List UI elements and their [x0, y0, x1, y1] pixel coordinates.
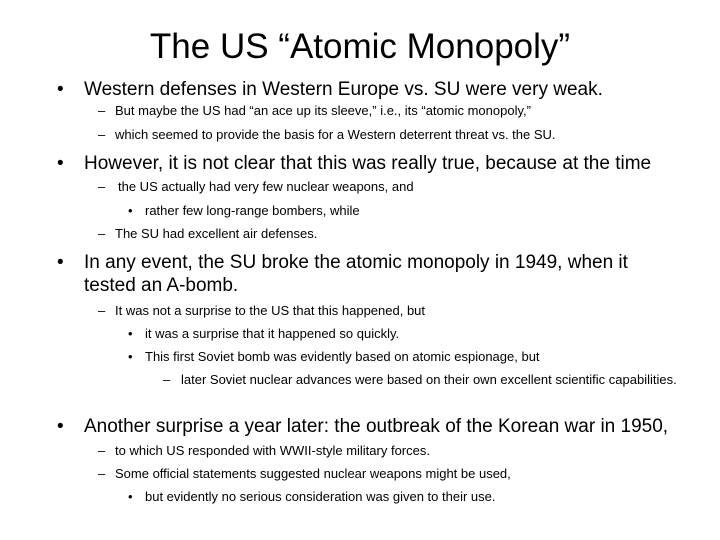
bullet-marker: • [57, 252, 64, 273]
bullet-2-sub-2: The SU had excellent air defenses. [115, 226, 318, 241]
bullet-marker: • [128, 489, 133, 504]
bullet-marker: • [57, 153, 64, 174]
dash-marker: – [163, 372, 171, 387]
bullet-2-text: However, it is not clear that this was really true, because at the time [84, 153, 652, 174]
dash-marker: – [98, 226, 106, 241]
bullet-4-sub-2: Some official statements suggested nuclear weapons might be used, [115, 466, 511, 481]
bullet-1-sub-2: which seemed to provide the basis for a Western deterrent threat vs. the SU. [115, 127, 556, 142]
bullet-4-sub-1: to which US responded with WWII-style military forces. [115, 443, 430, 458]
dash-marker: – [98, 179, 106, 194]
bullet-4-sub-2-item-1: but evidently no serious consideration was given to their use. [145, 489, 496, 504]
bullet-marker: • [128, 349, 133, 364]
bullet-3-sub-1-item-1: it was a surprise that it happened so quickly. [145, 326, 400, 341]
slide-title: The US “Atomic Monopoly” [149, 27, 571, 66]
bullet-3-deep-item: later Soviet nuclear advances were based on their own excellent scientific capabilities. [181, 372, 677, 387]
bullet-marker: • [128, 326, 133, 341]
dash-marker: – [98, 103, 106, 118]
bullet-marker: • [57, 79, 64, 100]
bullet-4-text: Another surprise a year later: the outbreak of the Korean war in 1950, [84, 416, 669, 437]
bullet-1-sub-1: But maybe the US had “an ace up its sleeve,” i.e., its “atomic monopoly,” [115, 103, 531, 118]
dash-marker: – [98, 127, 106, 142]
bullet-3-text: In any event, the SU broke the atomic monopoly in 1949, when it tested an A-bomb. [84, 252, 628, 296]
bullet-marker: • [128, 203, 133, 218]
bullet-3-sub-1-item-2: This first Soviet bomb was evidently based on atomic espionage, but [145, 349, 540, 364]
bullet-3-sub-1: It was not a surprise to the US that this happened, but [115, 303, 426, 318]
dash-marker: – [98, 443, 106, 458]
bullet-marker: • [57, 416, 64, 437]
dash-marker: – [98, 466, 106, 481]
dash-marker: – [98, 303, 106, 318]
bullet-1-text: Western defenses in Western Europe vs. SU were very weak. [84, 79, 603, 100]
bullet-2-sub-1-item-1: rather few long-range bombers, while [145, 203, 360, 218]
bullet-2-sub-1: the US actually had very few nuclear weapons, and [118, 179, 414, 194]
